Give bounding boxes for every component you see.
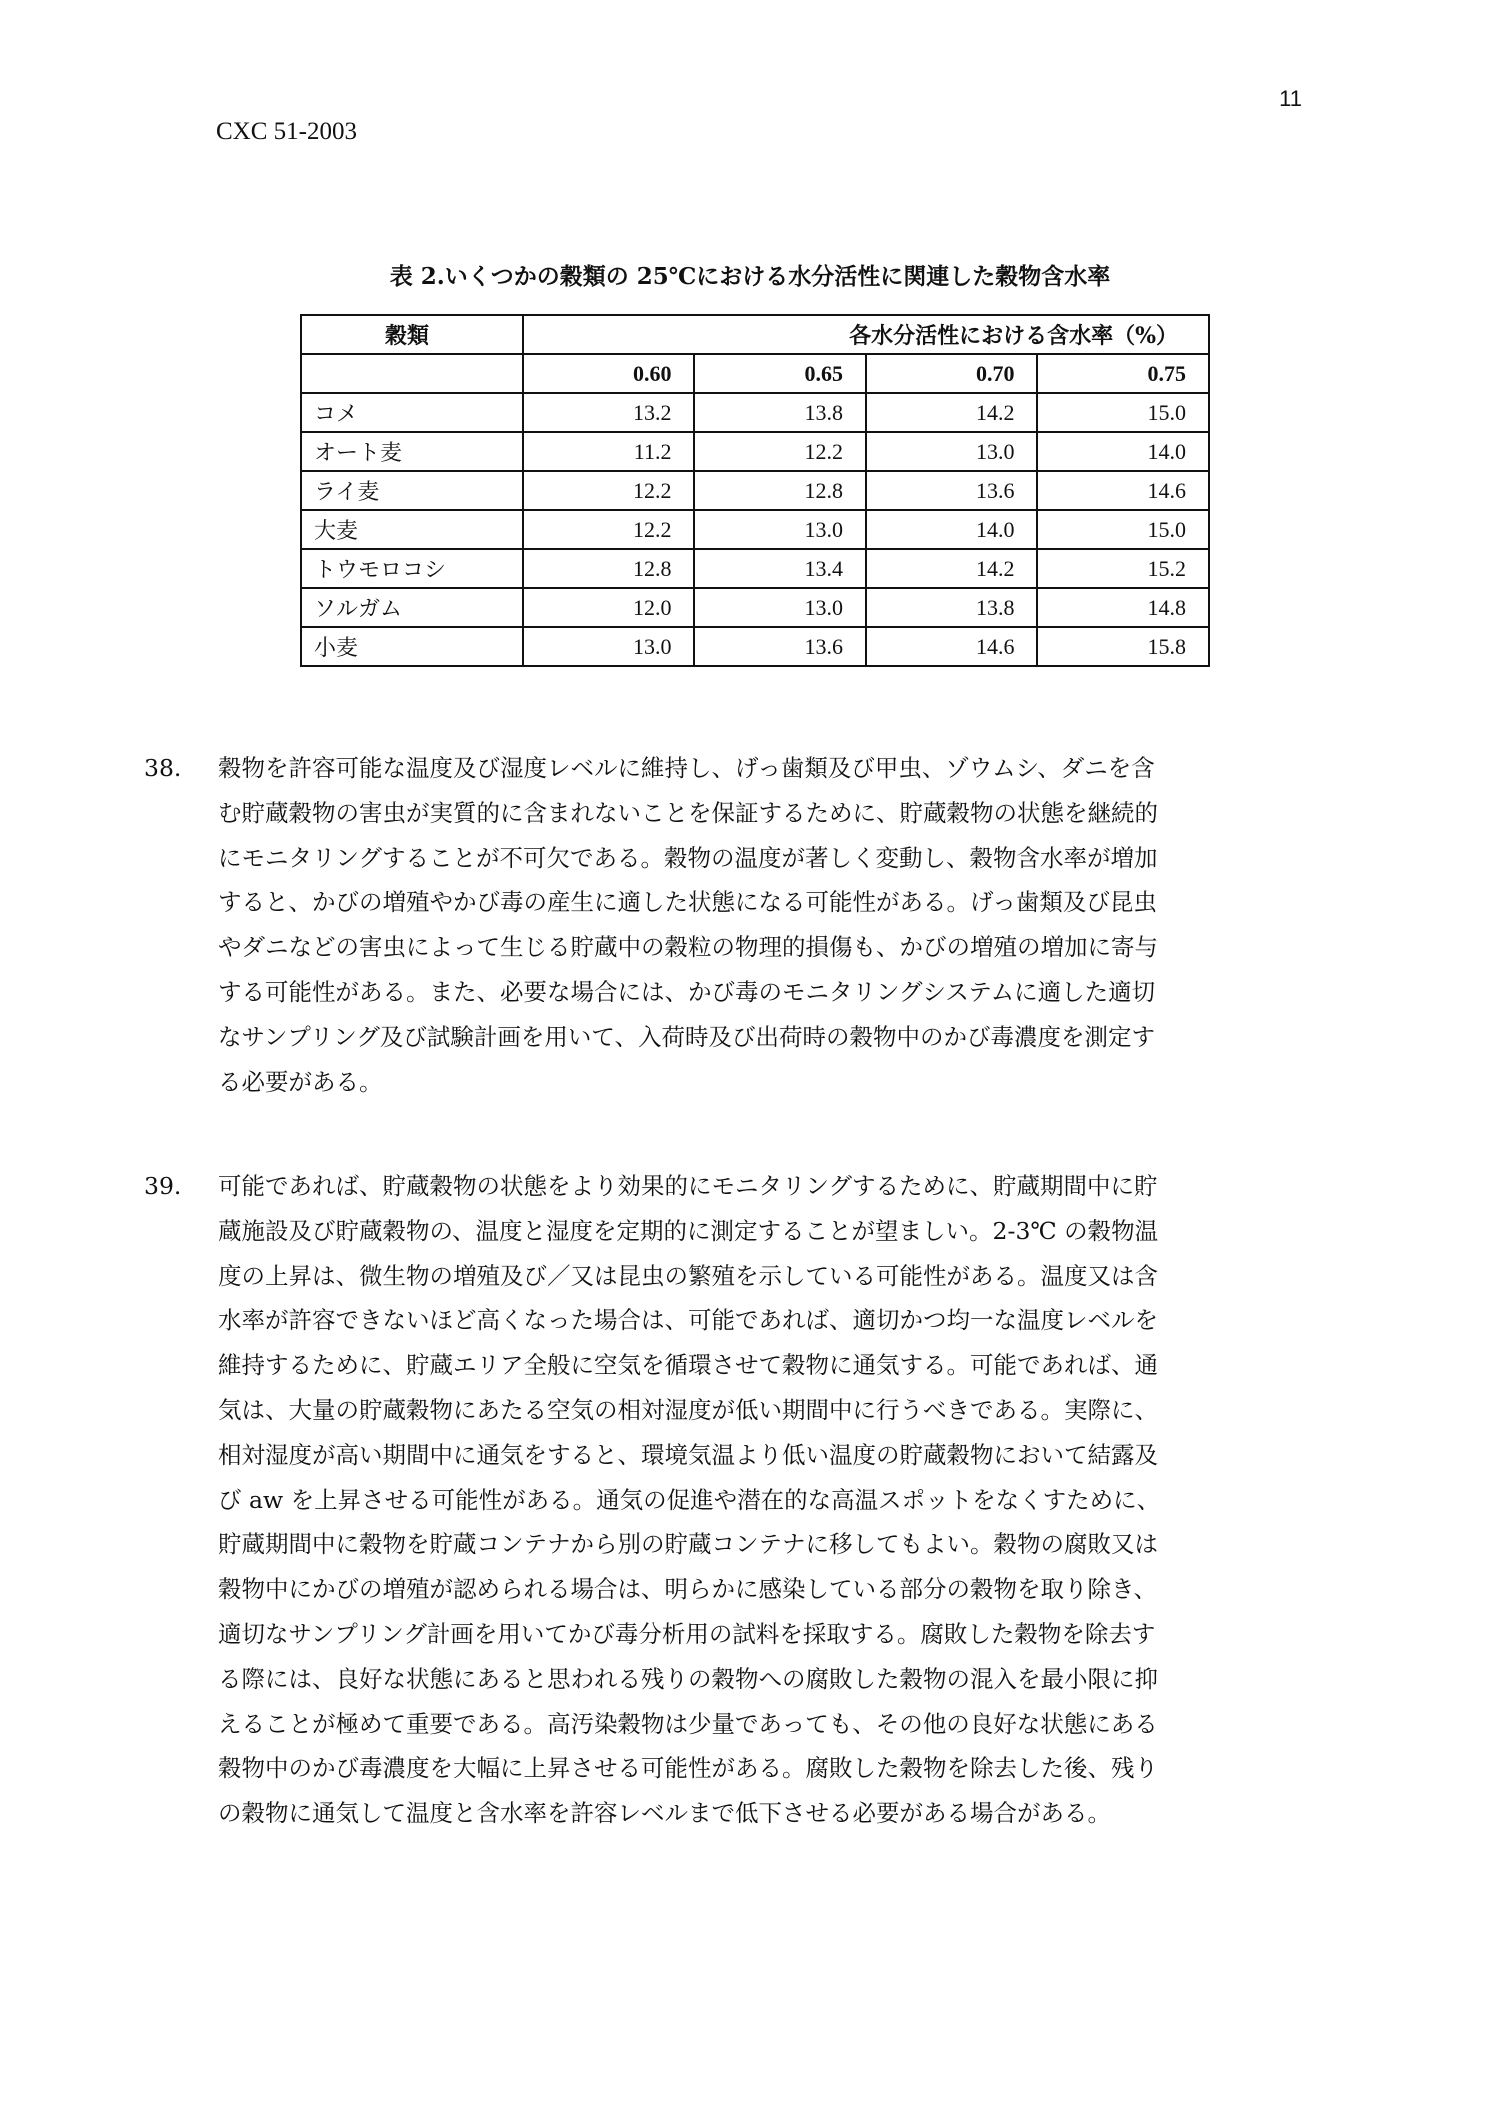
water-activity-header: 0.75 — [1037, 354, 1209, 393]
moisture-value-cell: 11.2 — [523, 432, 694, 471]
paragraph-line: 穀物を許容可能な温度及び湿度レベルに維持し、げっ歯類及び甲虫、ゾウムシ、ダニを含 — [218, 754, 1155, 782]
moisture-value-cell: 12.2 — [523, 510, 694, 549]
moisture-value-cell: 14.2 — [866, 393, 1037, 432]
paragraph-line: 穀物中のかび毒濃度を大幅に上昇させる可能性がある。腐敗した穀物を除去した後、残り — [218, 1754, 1158, 1783]
paragraph-line: の穀物に通気して温度と含水率を許容レベルまで低下させる必要がある場合がある。 — [218, 1799, 1111, 1828]
moisture-value-cell: 15.2 — [1037, 549, 1209, 588]
moisture-value-cell: 14.2 — [866, 549, 1037, 588]
paragraph-line: なサンプリング及び試験計画を用いて、入荷時及び出荷時の穀物中のかび毒濃度を測定す — [218, 1022, 1155, 1051]
table-row — [301, 588, 1209, 627]
moisture-value-cell: 15.0 — [1037, 510, 1209, 549]
paragraph-38 — [144, 746, 1304, 1104]
paragraph-line: び aw を上昇させる可能性がある。通気の促進や潜在的な高温スポットをなくすために、 — [218, 1485, 1161, 1514]
paragraph-line: る際には、良好な状態にあると思われる残りの穀物への腐敗した穀物の混入を最小限に抑 — [218, 1664, 1158, 1693]
grain-name-cell: ライ麦 — [301, 471, 523, 510]
moisture-value-cell: 14.6 — [866, 627, 1037, 666]
paragraph-line: 蔵施設及び貯蔵穀物の、温度と湿度を定期的に測定することが望ましい。2-3℃ の穀物温 — [218, 1216, 1159, 1245]
paragraph-line: にモニタリングすることが不可欠である。穀物の温度が著しく変動し、穀物含水率が増加 — [218, 843, 1158, 872]
grain-name-cell: 小麦 — [301, 627, 523, 666]
page-number: 11 — [1279, 86, 1302, 111]
moisture-column-header: 各水分活性における含水率（%） — [523, 315, 1209, 354]
moisture-value-cell: 13.2 — [523, 393, 694, 432]
grain-name-cell: 大麦 — [301, 510, 523, 549]
moisture-value-cell: 13.6 — [694, 627, 865, 666]
document-code: CXC 51-2003 — [216, 118, 357, 145]
paragraph-line: 穀物中にかびの増殖が認められる場合は、明らかに感染している部分の穀物を取り除き、 — [218, 1575, 1158, 1604]
table-caption: 表 2.いくつかの穀類の 25℃における水分活性に関連した穀物含水率 — [389, 263, 1111, 290]
moisture-value-cell: 13.8 — [694, 393, 865, 432]
moisture-value-cell: 15.8 — [1037, 627, 1209, 666]
water-activity-header-row — [301, 354, 1209, 393]
moisture-value-cell: 14.8 — [1037, 588, 1209, 627]
moisture-value-cell: 12.8 — [694, 471, 865, 510]
moisture-value-cell: 13.4 — [694, 549, 865, 588]
paragraph-line: えることが極めて重要である。高汚染穀物は少量であっても、その他の良好な状態にある — [218, 1709, 1158, 1738]
moisture-value-cell: 12.2 — [523, 471, 694, 510]
moisture-value-cell: 13.0 — [523, 627, 694, 666]
water-activity-header: 0.65 — [694, 354, 865, 393]
paragraph-line: 適切なサンプリング計画を用いてかび毒分析用の試料を採取する。腐敗した穀物を除去す — [218, 1619, 1156, 1648]
moisture-value-cell: 14.6 — [1037, 471, 1209, 510]
table-row — [301, 510, 1209, 549]
paragraph-line: む貯蔵穀物の害虫が実質的に含まれないことを保証するために、貯蔵穀物の状態を継続的 — [218, 798, 1158, 827]
moisture-value-cell: 15.0 — [1037, 393, 1209, 432]
moisture-value-cell: 14.0 — [866, 510, 1037, 549]
moisture-value-cell: 12.8 — [523, 549, 694, 588]
table-row — [301, 627, 1209, 666]
paragraph-number: 39. — [144, 1172, 182, 1200]
paragraph-line: 相対湿度が高い期間中に通気をすると、環境気温より低い温度の貯蔵穀物において結露及 — [218, 1440, 1158, 1469]
table-row — [301, 393, 1209, 432]
paragraph-line: 可能であれば、貯蔵穀物の状態をより効果的にモニタリングするために、貯蔵期間中に貯 — [218, 1172, 1158, 1200]
table-row — [301, 549, 1209, 588]
moisture-value-cell: 12.2 — [694, 432, 865, 471]
paragraph-line: 水率が許容できないほど高くなった場合は、可能であれば、適切かつ均一な温度レベルを — [218, 1306, 1158, 1335]
grain-name-cell: オート麦 — [301, 432, 523, 471]
table-row — [301, 432, 1209, 471]
moisture-value-cell: 12.0 — [523, 588, 694, 627]
paragraph-line: する可能性がある。また、必要な場合には、かび毒のモニタリングシステムに適した適切 — [218, 977, 1156, 1006]
paragraph-39 — [144, 1164, 1304, 1836]
moisture-content-table — [300, 314, 1210, 667]
paragraph-line: る必要がある。 — [218, 1067, 383, 1096]
empty-header-cell — [301, 354, 523, 393]
moisture-value-cell: 13.6 — [866, 471, 1037, 510]
moisture-value-cell: 13.0 — [694, 588, 865, 627]
paragraph-line: 貯蔵期間中に穀物を貯蔵コンテナから別の貯蔵コンテナに移してもよい。穀物の腐敗又は — [218, 1530, 1158, 1559]
moisture-value-cell: 13.0 — [694, 510, 865, 549]
moisture-value-cell: 13.0 — [866, 432, 1037, 471]
paragraph-number: 38. — [144, 754, 182, 782]
grain-column-header: 穀類 — [301, 315, 523, 354]
moisture-value-cell: 13.8 — [866, 588, 1037, 627]
water-activity-header: 0.70 — [866, 354, 1037, 393]
table-row — [301, 471, 1209, 510]
table-header-row — [301, 315, 1209, 354]
grain-name-cell: トウモロコシ — [301, 549, 523, 588]
paragraph-line: 維持するために、貯蔵エリア全般に空気を循環させて穀物に通気する。可能であれば、通 — [218, 1351, 1158, 1380]
paragraph-line: 気は、大量の貯蔵穀物にあたる空気の相対湿度が低い期間中に行うべきである。実際に、 — [218, 1395, 1158, 1424]
paragraph-line: やダニなどの害虫によって生じる貯蔵中の穀粒の物理的損傷も、かびの増殖の増加に寄与 — [218, 933, 1158, 962]
paragraph-line: すると、かびの増殖やかび毒の産生に適した状態になる可能性がある。げっ歯類及び昆虫 — [218, 888, 1157, 917]
water-activity-header: 0.60 — [523, 354, 694, 393]
paragraph-line: 度の上昇は、微生物の増殖及び／又は昆虫の繁殖を示している可能性がある。温度又は含 — [218, 1261, 1158, 1290]
grain-name-cell: ソルガム — [301, 588, 523, 627]
grain-name-cell: コメ — [301, 393, 523, 432]
moisture-value-cell: 14.0 — [1037, 432, 1209, 471]
